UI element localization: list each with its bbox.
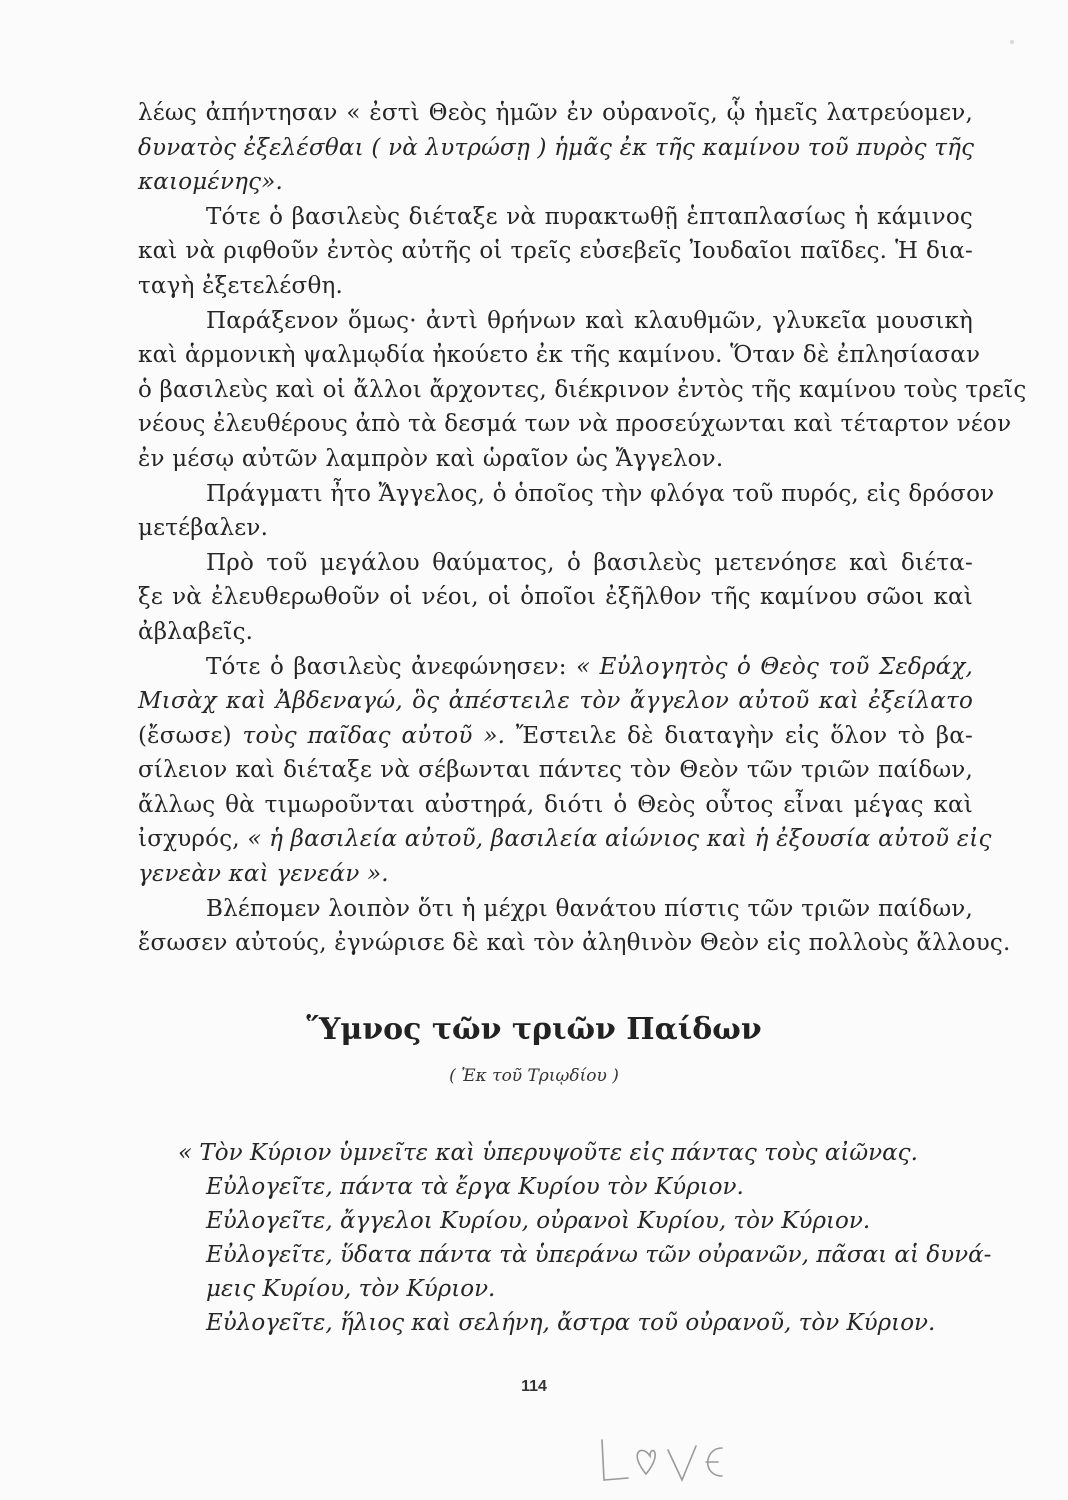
body-line-22: ἰσχυρός, « ἡ βασιλεία αὐτοῦ, βασιλεία αἰώνιος καὶ ἡ ἐξουσία αὐτοῦ εἰς (138, 826, 992, 853)
body-line-20: σίλειον καὶ διέταξε νὰ σέβωνται πάντες τὸν Θεὸν τῶν τριῶν παίδων, (138, 757, 973, 784)
hymn-line-5: μεις Κυρίου, τὸν Κύριον. (206, 1276, 496, 1302)
body-line-23: γενεὰν καὶ γενεάν ». (138, 861, 389, 888)
hymn-line-2: Εὐλογεῖτε, πάντα τὰ ἔργα Κυρίου τὸν Κύριον. (206, 1174, 744, 1200)
body-line-13: μετέβαλεν. (138, 515, 269, 542)
body-text (138, 96, 1027, 961)
body-line-7: Παράξενον ὅμως· ἀντὶ θρήνων καὶ κλαυθμῶν, γλυκεῖα μουσικὴ (206, 307, 973, 334)
speck (1010, 40, 1014, 44)
body-line-12: Πράγματι ἦτο Ἄγγελος, ὁ ὁποῖος τὴν φλόγα τοῦ πυρός, εἰς δρόσον (206, 480, 995, 507)
body-line-14: Πρὸ τοῦ μεγάλου θαύματος, ὁ βασιλεὺς μετενόησε καὶ διέτα- (206, 549, 973, 576)
body-line-24: Βλέπομεν λοιπὸν ὅτι ἡ μέχρι θανάτου πίστις τῶν τριῶν παίδων, (206, 895, 973, 922)
hymn-line-6: Εὐλογεῖτε, ἥλιος καὶ σελήνη, ἄστρα τοῦ οὐρανοῦ, τὸν Κύριον. (206, 1310, 936, 1336)
body-line-16: ἀβλαβεῖς. (138, 618, 254, 645)
body-line-9: ὁ βασιλεὺς καὶ οἱ ἄλλοι ἄρχοντες, διέκρινον ἐντὸς τῆς καμίνου τοὺς τρεῖς (138, 376, 1027, 403)
hymn-text (178, 1136, 992, 1340)
body-line-18: Μισὰχ καὶ Ἀβδεναγώ, ὃς ἀπέστειλε τὸν ἄγγελον αὐτοῦ καὶ ἐξείλατο (138, 688, 973, 715)
hymn-line-3: Εὐλογεῖτε, ἄγγελοι Κυρίου, οὐρανοὶ Κυρίου, τὸν Κύριον. (206, 1208, 871, 1234)
hymn-source: ( Ἐκ τοῦ Τριῳδίου ) (449, 1066, 619, 1086)
body-line-19: (ἔσωσε) τοὺς παῖδας αὐτοῦ ». Ἔστειλε δὲ διαταγὴν εἰς ὅλον τὸ βα- (138, 722, 973, 749)
hymn-line-1: « Τὸν Κύριον ὑμνεῖτε καὶ ὑπερυψοῦτε εἰς πάντας τοὺς αἰῶνας. (178, 1140, 918, 1166)
body-line-21: ἄλλως θὰ τιμωροῦνται αὐστηρά, διότι ὁ Θεὸς οὗτος εἶναι μέγας καὶ (138, 791, 973, 818)
body-line-5: καὶ νὰ ριφθοῦν ἐντὸς αὐτῆς οἱ τρεῖς εὐσεβεῖς Ἰουδαῖοι παῖδες. Ἡ δια- (138, 238, 973, 265)
page-number: 114 (521, 1378, 547, 1395)
handwritten-love-icon (598, 1436, 758, 1486)
body-line-3: καιομένης». (138, 169, 283, 196)
body-line-11: ἐν μέσῳ αὐτῶν λαμπρὸν καὶ ὡραῖον ὡς Ἄγγελον. (138, 445, 724, 472)
body-line-6: ταγὴ ἐξετελέσθη. (138, 272, 343, 299)
hymn-heading: Ὕμνος τῶν τριῶν Παίδων (306, 1012, 762, 1047)
body-line-25: ἔσωσεν αὐτούς, ἐγνώρισε δὲ καὶ τὸν ἀληθινὸν Θεὸν εἰς πολλοὺς ἄλλους. (138, 930, 1011, 957)
body-line-15: ξε νὰ ἐλευθερωθοῦν οἱ νέοι, οἱ ὁποῖοι ἐξῆλθον τῆς καμίνου σῶοι καὶ (138, 584, 973, 611)
hymn-line-4: Εὐλογεῖτε, ὕδατα πάντα τὰ ὑπεράνω τῶν οὐρανῶν, πᾶσαι αἱ δυνά- (206, 1242, 992, 1268)
body-line-17: Τότε ὁ βασιλεὺς ἀνεφώνησεν: « Εὐλογητὸς ὁ Θεὸς τοῦ Σεδράχ, (206, 653, 974, 680)
body-line-10: νέους ἐλευθέρους ἀπὸ τὰ δεσμά των νὰ προσεύχωνται καὶ τέταρτον νέον (138, 411, 1012, 438)
body-line-4: Τότε ὁ βασιλεὺς διέταξε νὰ πυρακτωθῇ ἑπταπλασίως ἡ κάμινος (206, 203, 973, 230)
body-line-8: καὶ ἁρμονικὴ ψαλμῳδία ἠκούετο ἐκ τῆς καμίνου. Ὅταν δὲ ἐπλησίασαν (138, 342, 981, 369)
body-line-2: δυνατὸς ἐξελέσθαι ( νὰ λυτρώσῃ ) ἡμᾶς ἐκ τῆς καμίνου τοῦ πυρὸς τῆς (138, 134, 975, 161)
body-line-1: λέως ἀπήντησαν « ἐστὶ Θεὸς ἡμῶν ἐν οὐρανοῖς, ᾧ ἡμεῖς λατρεύομεν, (138, 100, 973, 126)
